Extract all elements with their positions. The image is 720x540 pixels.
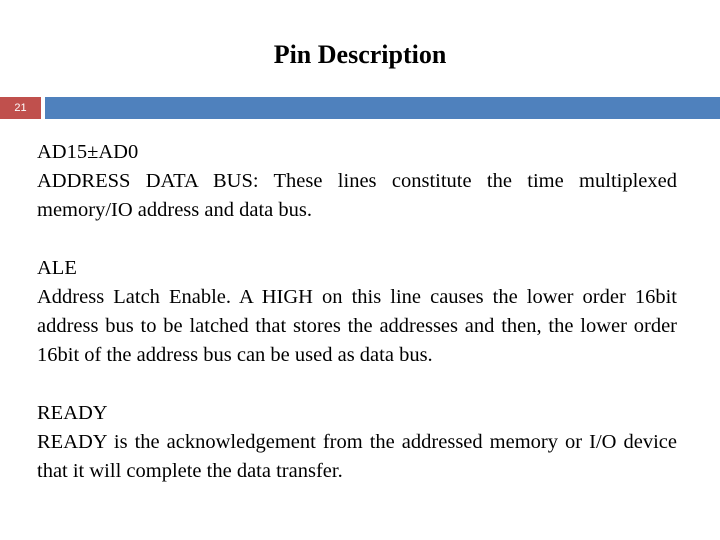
section-ale <box>37 254 677 370</box>
section-heading: READY <box>37 402 108 424</box>
slide-content <box>37 138 677 515</box>
section-heading: ALE <box>37 257 77 279</box>
section-ready <box>37 399 677 486</box>
slide-title: Pin Description <box>273 40 447 69</box>
header-bar <box>45 97 720 119</box>
slide-number-badge: 21 <box>0 97 41 119</box>
section-heading: AD15±AD0 <box>37 141 139 163</box>
section-body: Address Latch Enable. A HIGH on this line causes the lower order 16bit address bus to be latched that stores the addresses and then, the lower order 16bit of the address bus can be used as data bus. <box>37 286 677 366</box>
section-body: READY is the acknowledgement from the addressed memory or I/O device that it will complete the data transfer. <box>37 431 677 482</box>
section-ad15-ad0 <box>37 138 677 225</box>
section-body: ADDRESS DATA BUS: These lines constitute the time multiplexed memory/IO address and data bus. <box>37 170 677 221</box>
